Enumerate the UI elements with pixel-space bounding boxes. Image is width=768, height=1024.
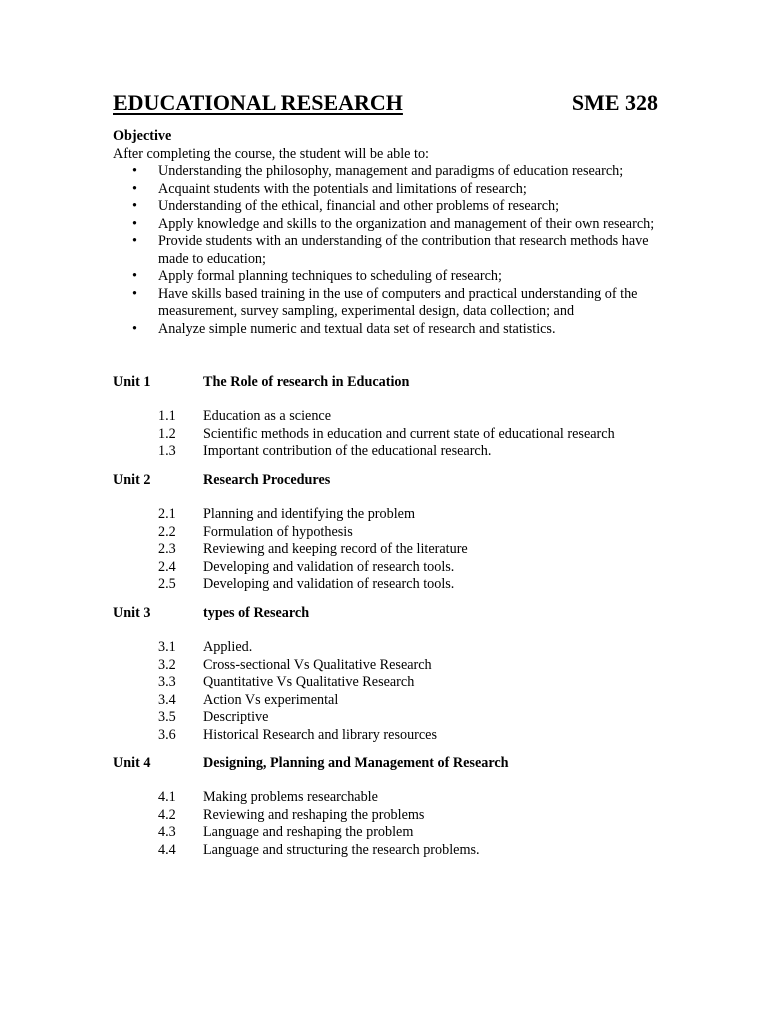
list-item bbox=[113, 639, 673, 657]
item-text: Reviewing and keeping record of the literature bbox=[203, 541, 468, 557]
item-number: 4.3 bbox=[158, 824, 176, 840]
objective-item: • Analyze simple numeric and textual data set of research and statistics. bbox=[132, 320, 556, 337]
list-item bbox=[113, 426, 673, 444]
objective-intro: After completing the course, the student will be able to: bbox=[113, 145, 429, 162]
list-item bbox=[113, 506, 673, 524]
item-text: Important contribution of the educational research. bbox=[203, 443, 492, 459]
unit-3-section bbox=[113, 605, 673, 744]
bullet-icon: • bbox=[132, 268, 137, 284]
unit-label: Unit 3 bbox=[113, 605, 151, 621]
list-item bbox=[113, 408, 673, 426]
item-number: 3.4 bbox=[158, 691, 176, 708]
list-item bbox=[113, 541, 673, 559]
list-item bbox=[113, 674, 673, 692]
item-number: 1.2 bbox=[158, 425, 176, 442]
unit-title: Research Procedures bbox=[203, 472, 331, 488]
objective-item: • Understanding the philosophy, management and paradigms of education research; bbox=[132, 163, 624, 179]
list-item bbox=[113, 559, 673, 577]
item-text: Education as a science bbox=[203, 408, 332, 424]
objective-item: • Have skills based training in the use of computers and practical understanding of the measurement, survey sampling, experimental design, data collection; and bbox=[132, 285, 638, 319]
objective-section bbox=[113, 128, 673, 338]
unit-label: Unit 2 bbox=[113, 472, 151, 488]
unit-heading bbox=[113, 472, 673, 490]
item-text: Action Vs experimental bbox=[203, 691, 339, 708]
item-number: 3.2 bbox=[158, 656, 176, 673]
unit-heading bbox=[113, 755, 673, 773]
bullet-icon: • bbox=[132, 285, 137, 302]
unit-1-section bbox=[113, 374, 673, 461]
item-number: 2.1 bbox=[158, 506, 176, 522]
item-text: Developing and validation of research tools. bbox=[203, 558, 455, 575]
course-title: EDUCATIONAL RESEARCH bbox=[113, 90, 403, 115]
unit-label: Unit 1 bbox=[113, 374, 151, 390]
bullet-icon: • bbox=[132, 163, 137, 179]
item-number: 1.1 bbox=[158, 408, 176, 424]
item-number: 3.3 bbox=[158, 674, 176, 690]
item-number: 3.5 bbox=[158, 709, 176, 725]
list-item bbox=[113, 842, 673, 860]
item-number: 2.3 bbox=[158, 541, 176, 557]
item-text: Developing and validation of research tools. bbox=[203, 576, 455, 592]
list-item bbox=[113, 576, 673, 594]
objective-item: • Provide students with an understanding of the contribution that research methods have made to education; bbox=[132, 233, 649, 267]
bullet-icon: • bbox=[132, 198, 137, 214]
unit-items bbox=[113, 408, 673, 461]
unit-title: Designing, Planning and Management of Research bbox=[203, 755, 509, 771]
objective-heading: Objective bbox=[113, 128, 172, 144]
item-text: Planning and identifying the problem bbox=[203, 506, 415, 522]
objective-item: • Acquaint students with the potentials and limitations of research; bbox=[132, 180, 527, 197]
list-item bbox=[113, 692, 673, 710]
unit-heading bbox=[113, 374, 673, 392]
unit-label: Unit 4 bbox=[113, 755, 151, 771]
item-text: Applied. bbox=[203, 639, 253, 655]
bullet-icon: • bbox=[132, 180, 137, 197]
item-text: Scientific methods in education and current state of educational research bbox=[203, 425, 615, 442]
unit-title: The Role of research in Education bbox=[203, 374, 410, 390]
item-number: 2.4 bbox=[158, 558, 176, 575]
item-text: Making problems researchable bbox=[203, 789, 378, 805]
item-text: Historical Research and library resources bbox=[203, 726, 437, 743]
unit-items bbox=[113, 506, 673, 594]
item-number: 2.5 bbox=[158, 576, 176, 592]
unit-items bbox=[113, 639, 673, 744]
item-number: 4.4 bbox=[158, 841, 176, 858]
bullet-icon: • bbox=[132, 233, 137, 249]
unit-heading bbox=[113, 605, 673, 623]
item-text: Language and reshaping the problem bbox=[203, 824, 414, 840]
objective-item: • Apply formal planning techniques to scheduling of research; bbox=[132, 268, 502, 284]
list-item bbox=[113, 727, 673, 745]
list-item bbox=[113, 789, 673, 807]
bullet-icon: • bbox=[132, 215, 137, 232]
list-item bbox=[113, 807, 673, 825]
item-number: 4.2 bbox=[158, 806, 176, 823]
unit-items bbox=[113, 789, 673, 859]
item-text: Quantitative Vs Qualitative Research bbox=[203, 674, 415, 690]
course-code: SME 328 bbox=[571, 90, 658, 115]
unit-title: types of Research bbox=[203, 605, 310, 621]
objective-list bbox=[113, 163, 673, 338]
item-number: 2.2 bbox=[158, 523, 176, 540]
item-text: Descriptive bbox=[203, 709, 269, 725]
unit-4-section bbox=[113, 755, 673, 859]
item-text: Formulation of hypothesis bbox=[203, 523, 353, 540]
item-number: 1.3 bbox=[158, 443, 176, 459]
item-number: 4.1 bbox=[158, 789, 176, 805]
list-item bbox=[113, 824, 673, 842]
unit-2-section bbox=[113, 472, 673, 594]
item-number: 3.6 bbox=[158, 726, 176, 743]
list-item bbox=[113, 709, 673, 727]
list-item bbox=[113, 524, 673, 542]
objective-item: • Understanding of the ethical, financial and other problems of research; bbox=[132, 198, 560, 214]
document-header bbox=[113, 89, 658, 119]
item-text: Reviewing and reshaping the problems bbox=[203, 806, 425, 823]
item-text: Cross-sectional Vs Qualitative Research bbox=[203, 656, 432, 673]
objective-item: • Apply knowledge and skills to the organization and management of their own research; bbox=[132, 215, 655, 232]
item-number: 3.1 bbox=[158, 639, 176, 655]
list-item bbox=[113, 657, 673, 675]
list-item bbox=[113, 443, 673, 461]
item-text: Language and structuring the research problems. bbox=[203, 841, 480, 858]
bullet-icon: • bbox=[132, 320, 137, 337]
